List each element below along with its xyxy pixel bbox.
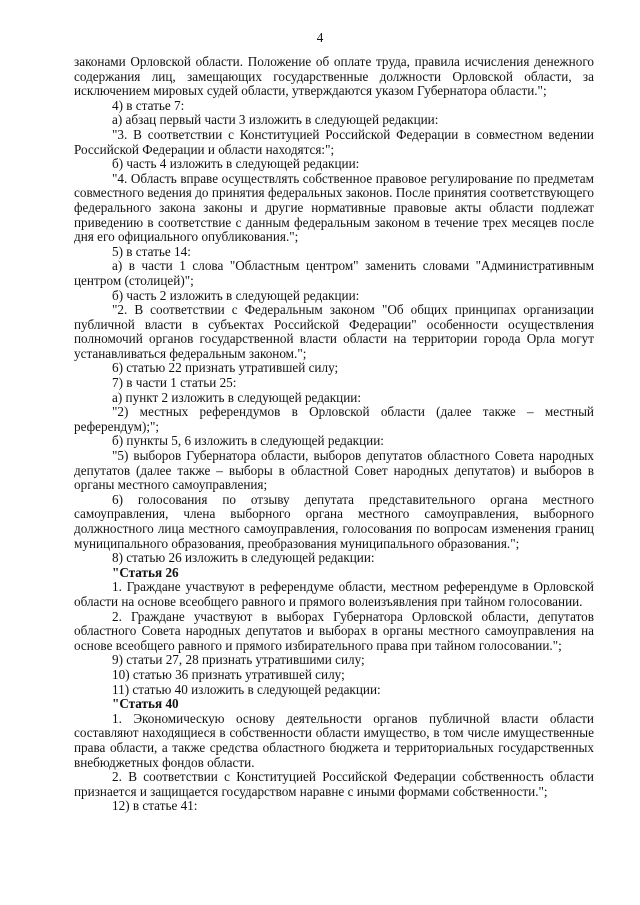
paragraph-article-26-part-2: 2. Граждане участвуют в выборах Губернатора Орловской области, депутатов областного Совета народных депутатов и выборах в органы местного самоуправления на основе всеобщего равного и прямого избирательного права при тайном голосовании."; (74, 608, 594, 653)
paragraph-article-26-part-1: 1. Граждане участвуют в референдуме области, местном референдуме в Орловской области на основе всеобщего равного и прямого волеизъявления при тайном голосовании. (74, 579, 594, 609)
paragraph-subitem-a: а) в части 1 слова "Областным центром" заменить словами "Административным центром (столицей)"; (74, 258, 594, 288)
paragraph-subitem-b: б) часть 2 изложить в следующей редакции: (112, 287, 360, 303)
document-body (74, 55, 594, 814)
paragraph-quote-part-4: "4. Область вправе осуществлять собственное правовое регулирование по предметам совместного ведения до принятия федеральных законов. После принятия соответствующего федерального закона законы и другие нормативные правовые акты области подлежат приведению в соответствие с данным федеральным законом в течение трех месяцев после дня его официального опубликования."; (74, 170, 594, 245)
paragraph-continuation: законами Орловской области. Положение об оплате труда, правила исчисления денежного содержания лиц, замещающих государственные должности Орловской области, за исключением мировых судей области, утверждаются указом Губернатора области."; (74, 54, 594, 99)
paragraph-article-40-part-1: 1. Экономическую основу деятельности органов публичной власти области составляют находящиеся в собственности области имущество, в том числе имущественные права области, а также средства областного бюджета и территориальных государственных внебюджетных фондов области. (74, 710, 594, 770)
paragraph-quote-point-6: 6) голосования по отзыву депутата представительного органа местного самоуправления, члена выборного органа местного самоуправления, выборного должностного лица местного самоуправления, голосования по вопросам изменения границ муниципального образования, преобразования муниципального образования."; (74, 491, 594, 551)
paragraph-item-7: 7) в части 1 статьи 25: (112, 375, 237, 391)
paragraph-item-5: 5) в статье 14: (112, 243, 191, 259)
paragraph-item-11: 11) статью 40 изложить в следующей редакции: (112, 681, 381, 697)
paragraph-quote-point-2: "2) местных референдумов в Орловской области (далее также – местный референдум);"; (74, 404, 594, 434)
paragraph-subitem-b: б) часть 4 изложить в следующей редакции: (112, 156, 360, 172)
paragraph-item-10: 10) статью 36 признать утратившей силу; (112, 666, 345, 682)
page-number: 4 (316, 30, 324, 45)
paragraph-subitem-a: а) абзац первый части 3 изложить в следующей редакции: (112, 112, 439, 128)
paragraph-item-12: 12) в статье 41: (112, 798, 198, 814)
paragraph-quote-part-3: "3. В соответствии с Конституцией Российской Федерации в совместном ведении Российской Федерации и области находятся:"; (74, 126, 594, 157)
paragraph-quote-part-2: "2. В соответствии с Федеральным законом "Об общих принципах организации публичной власти в субъектах Российской Федерации" особенности осуществления полномочий органов государственной власти области на территории города Орла могут устанавливаться федеральным законом."; (74, 302, 594, 361)
paragraph-article-40-part-2: 2. В соответствии с Конституцией Российской Федерации собственность области признается и защищается государством наравне с иными формами собственности."; (74, 769, 594, 799)
paragraph-item-4: 4) в статье 7: (112, 97, 185, 113)
article-heading-26: "Статья 26 (112, 564, 179, 580)
paragraph-item-9: 9) статьи 27, 28 признать утратившими силу; (112, 652, 365, 668)
paragraph-item-6: 6) статью 22 признать утратившей силу; (112, 360, 339, 376)
paragraph-subitem-a: а) пункт 2 изложить в следующей редакции: (112, 389, 362, 405)
paragraph-quote-point-5: "5) выборов Губернатора области, выборов депутатов областного Совета народных депутатов (далее также – выборы в областной Совет народных депутатов) и выборов в органы местного самоуправления; (74, 448, 594, 493)
paragraph-subitem-b: б) пункты 5, 6 изложить в следующей редакции: (112, 433, 384, 449)
paragraph-item-8: 8) статью 26 изложить в следующей редакции: (112, 550, 375, 566)
article-heading-40: "Статья 40 (112, 696, 179, 712)
